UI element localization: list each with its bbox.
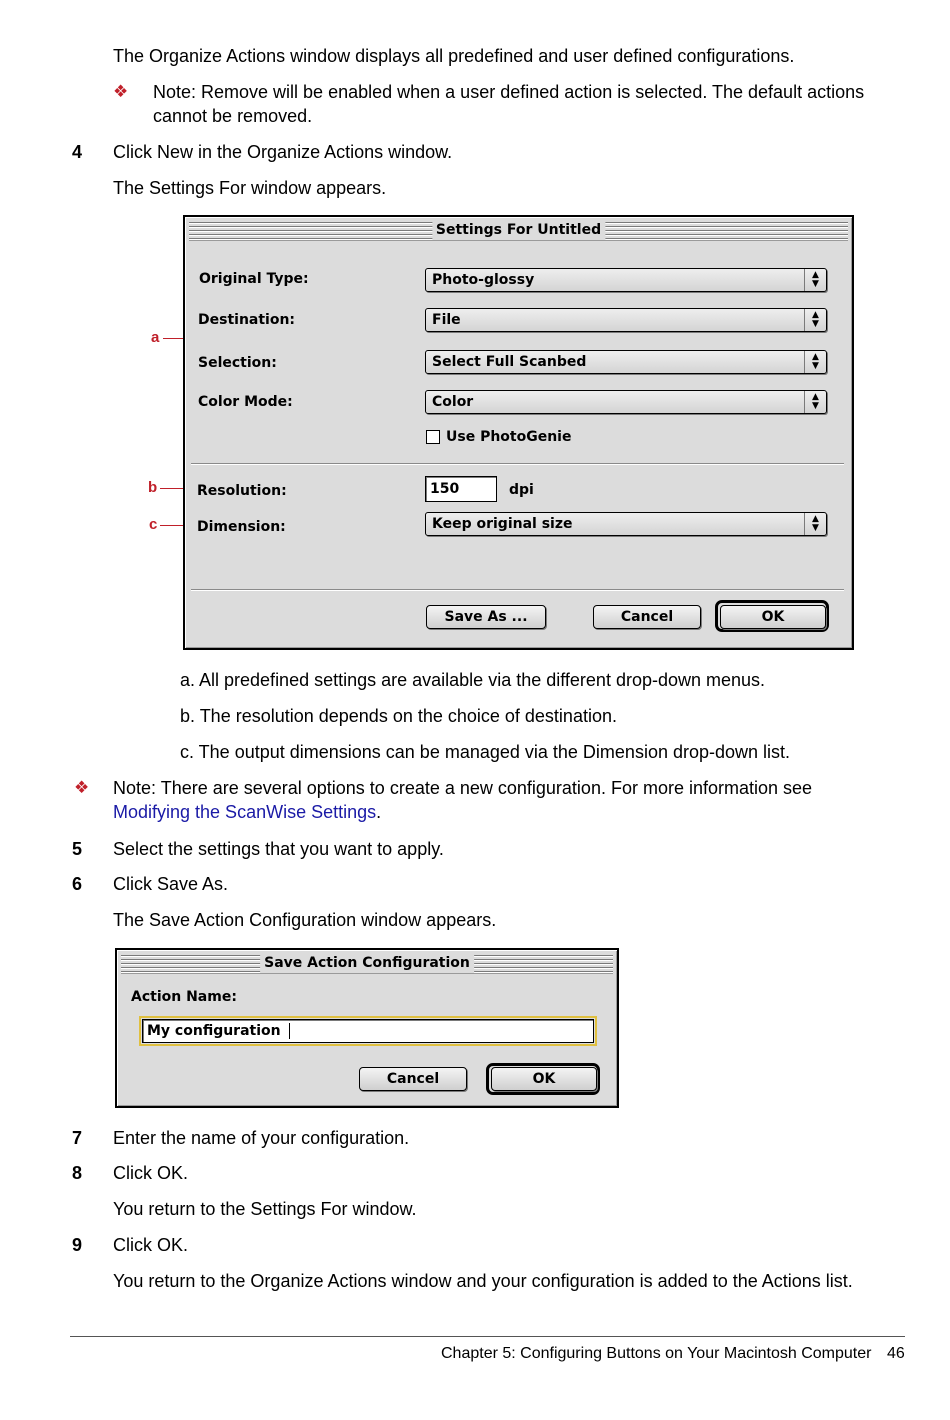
footer-chapter: Chapter 5: Configuring Buttons on Your Macintosh Computer xyxy=(441,1345,872,1362)
step-9-text: Click OK. xyxy=(113,1235,189,1255)
color-mode-label: Color Mode: xyxy=(198,394,293,410)
note1-line2: cannot be removed. xyxy=(153,106,313,126)
note2-line2 xyxy=(113,800,381,824)
save-as-button[interactable]: Save As ... xyxy=(426,605,546,629)
save-ok-button[interactable]: OK xyxy=(491,1067,597,1091)
photogenie-label: Use PhotoGenie xyxy=(446,429,572,445)
callout-a: a xyxy=(151,329,160,346)
note2-line1: Note: There are several options to create a new configuration. For more information see xyxy=(113,778,813,798)
selection-value: Select Full Scanbed xyxy=(432,354,587,370)
step-4-result: The Settings For window appears. xyxy=(113,178,387,198)
caption-b: b. The resolution depends on the choice of destination. xyxy=(180,706,617,726)
modifying-scanwise-settings-link[interactable]: Modifying the ScanWise Settings xyxy=(113,802,377,822)
ok-button[interactable]: OK xyxy=(720,605,826,629)
settings-for-dialog xyxy=(183,215,854,650)
step-7-number: 7 xyxy=(72,1128,83,1148)
dimension-value: Keep original size xyxy=(432,516,573,532)
resolution-value: 150 xyxy=(430,481,460,497)
resolution-unit: dpi xyxy=(509,482,534,498)
step-6-result: The Save Action Configuration window appears. xyxy=(113,910,497,930)
step-6-number: 6 xyxy=(72,874,83,894)
popup-arrows-icon: ▲ ▼ xyxy=(804,391,826,413)
settings-dialog-title: Settings For Untitled xyxy=(432,220,605,240)
caption-c: c. The output dimensions can be managed via the Dimension drop-down list. xyxy=(180,742,791,762)
destination-popup[interactable] xyxy=(425,308,827,332)
cancel-button[interactable]: Cancel xyxy=(593,605,701,629)
callout-c: c xyxy=(149,516,158,533)
save-dialog-titlebar[interactable] xyxy=(121,953,613,974)
step-9-result: You return to the Organize Actions window and your configuration is added to the Actions list. xyxy=(113,1271,853,1291)
step-7-text: Enter the name of your configuration. xyxy=(113,1128,410,1148)
popup-arrows-icon: ▲ ▼ xyxy=(804,513,826,535)
original-type-label: Original Type: xyxy=(199,271,309,287)
save-cancel-button[interactable]: Cancel xyxy=(359,1067,467,1091)
action-name-value: My configuration xyxy=(147,1023,281,1039)
destination-value: File xyxy=(432,312,461,328)
resolution-input[interactable] xyxy=(425,476,497,502)
selection-popup[interactable] xyxy=(425,350,827,374)
popup-arrows-icon: ▲ ▼ xyxy=(804,309,826,331)
footer-rule xyxy=(70,1336,905,1337)
settings-separator-top xyxy=(191,463,844,465)
step-5-number: 5 xyxy=(72,839,83,859)
step-5-text: Select the settings that you want to apply. xyxy=(113,839,444,859)
color-mode-value: Color xyxy=(432,394,474,410)
step-8-result: You return to the Settings For window. xyxy=(113,1199,417,1219)
callout-b: b xyxy=(148,479,158,496)
settings-dialog-titlebar[interactable] xyxy=(189,220,848,241)
note1-line1: Note: Remove will be enabled when a user defined action is selected. The default actions xyxy=(153,82,865,102)
intro-text: The Organize Actions window displays all predefined and user defined configurations. xyxy=(113,46,795,66)
step-6-text: Click Save As. xyxy=(113,874,229,894)
popup-arrows-icon: ▲ ▼ xyxy=(804,351,826,373)
destination-label: Destination: xyxy=(198,312,296,328)
footer-page-number: 46 xyxy=(887,1345,905,1362)
original-type-value: Photo-glossy xyxy=(432,272,535,288)
action-name-label: Action Name: xyxy=(131,989,237,1005)
step-9-number: 9 xyxy=(72,1235,83,1255)
dimension-label: Dimension: xyxy=(197,519,286,535)
step-4-number: 4 xyxy=(72,142,83,162)
action-name-input[interactable] xyxy=(142,1019,594,1043)
popup-arrows-icon: ▲ ▼ xyxy=(804,269,826,291)
dimension-popup[interactable] xyxy=(425,512,827,536)
caption-a: a. All predefined settings are available via the different drop-down menus. xyxy=(180,670,766,690)
text-caret xyxy=(289,1023,290,1039)
step-8-number: 8 xyxy=(72,1163,83,1183)
save-dialog-title: Save Action Configuration xyxy=(260,953,474,973)
color-mode-popup[interactable] xyxy=(425,390,827,414)
selection-label: Selection: xyxy=(198,355,277,371)
photogenie-checkbox[interactable] xyxy=(426,430,440,444)
note-diamond-icon: ❖ xyxy=(113,82,129,101)
step-4-text: Click New in the Organize Actions window. xyxy=(113,142,453,162)
note-diamond-icon: ❖ xyxy=(74,778,90,797)
save-action-dialog xyxy=(115,948,619,1108)
settings-separator-bottom xyxy=(191,589,844,591)
note2-period: . xyxy=(376,802,382,822)
original-type-popup[interactable] xyxy=(425,268,827,292)
resolution-label: Resolution: xyxy=(197,483,287,499)
step-8-text: Click OK. xyxy=(113,1163,189,1183)
